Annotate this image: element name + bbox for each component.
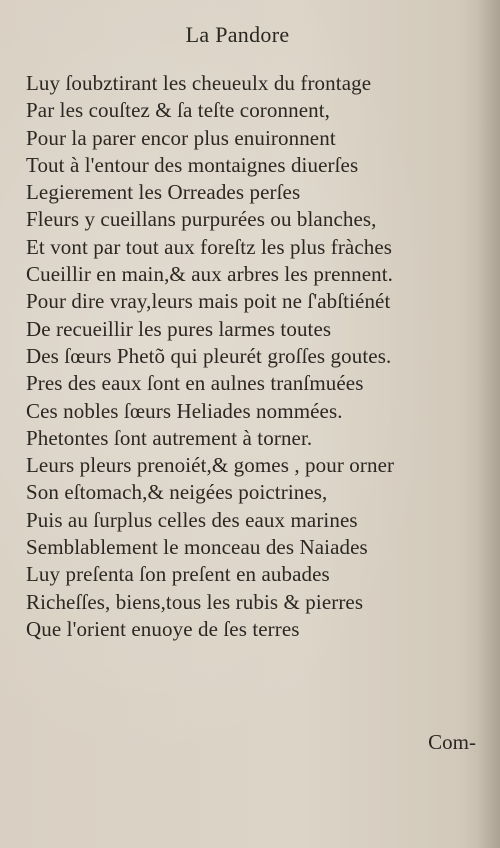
verse-line: Pour dire vray,leurs mais poit ne ſ'abſtiénét [26,289,391,314]
verse-line: Son eſtomach,& neigées poictrines, [26,480,328,505]
verse-line: Legierement les Orreades perſes [26,180,301,205]
catchword: Com- [428,730,476,754]
verse-line: Semblablement le monceau des Naiades [26,535,368,560]
verse-line: Pour la parer encor plus enuironnent [26,125,336,150]
verse-line: Luy ſoubztirant les cheueulx du frontage [26,71,372,95]
verse-line: Des ſœurs Phetõ qui pleurét groſſes goutes. [26,343,392,368]
running-head: La Pandore [185,22,290,47]
verse-block [26,70,481,643]
verse-line: Phetontes ſont autrement à torner. [26,425,313,450]
verse-line: Leurs pleurs prenoiét,& gomes , pour orner [26,453,395,478]
verse-line: Puis au ſurplus celles des eaux marines [26,507,358,532]
verse-line: Luy preſenta ſon preſent en aubades [26,562,330,587]
verse-line: Pres des eaux ſont en aulnes tranſmuées [26,371,364,396]
verse-line: Fleurs y cueillans purpurées ou blanches, [26,207,377,232]
verse-line: Que l'orient enuoye de ſes terres [26,616,300,641]
verse-line: Par les couſtez & ſa teſte coronnent, [26,98,331,123]
verse-line: De recueillir les pures larmes toutes [26,316,332,341]
page-edge-shadow [478,0,500,848]
verse-line: Tout à l'entour des montaignes diuerſes [26,152,359,177]
verse-line: Richeſſes, biens,tous les rubis & pierres [26,589,364,614]
verse-line: Ces nobles ſœurs Heliades nommées. [26,398,343,423]
verse-line: Et vont par tout aux foreſtz les plus fràches [26,234,393,259]
verse-line: Cueillir en main,& aux arbres les prennent. [26,262,394,287]
